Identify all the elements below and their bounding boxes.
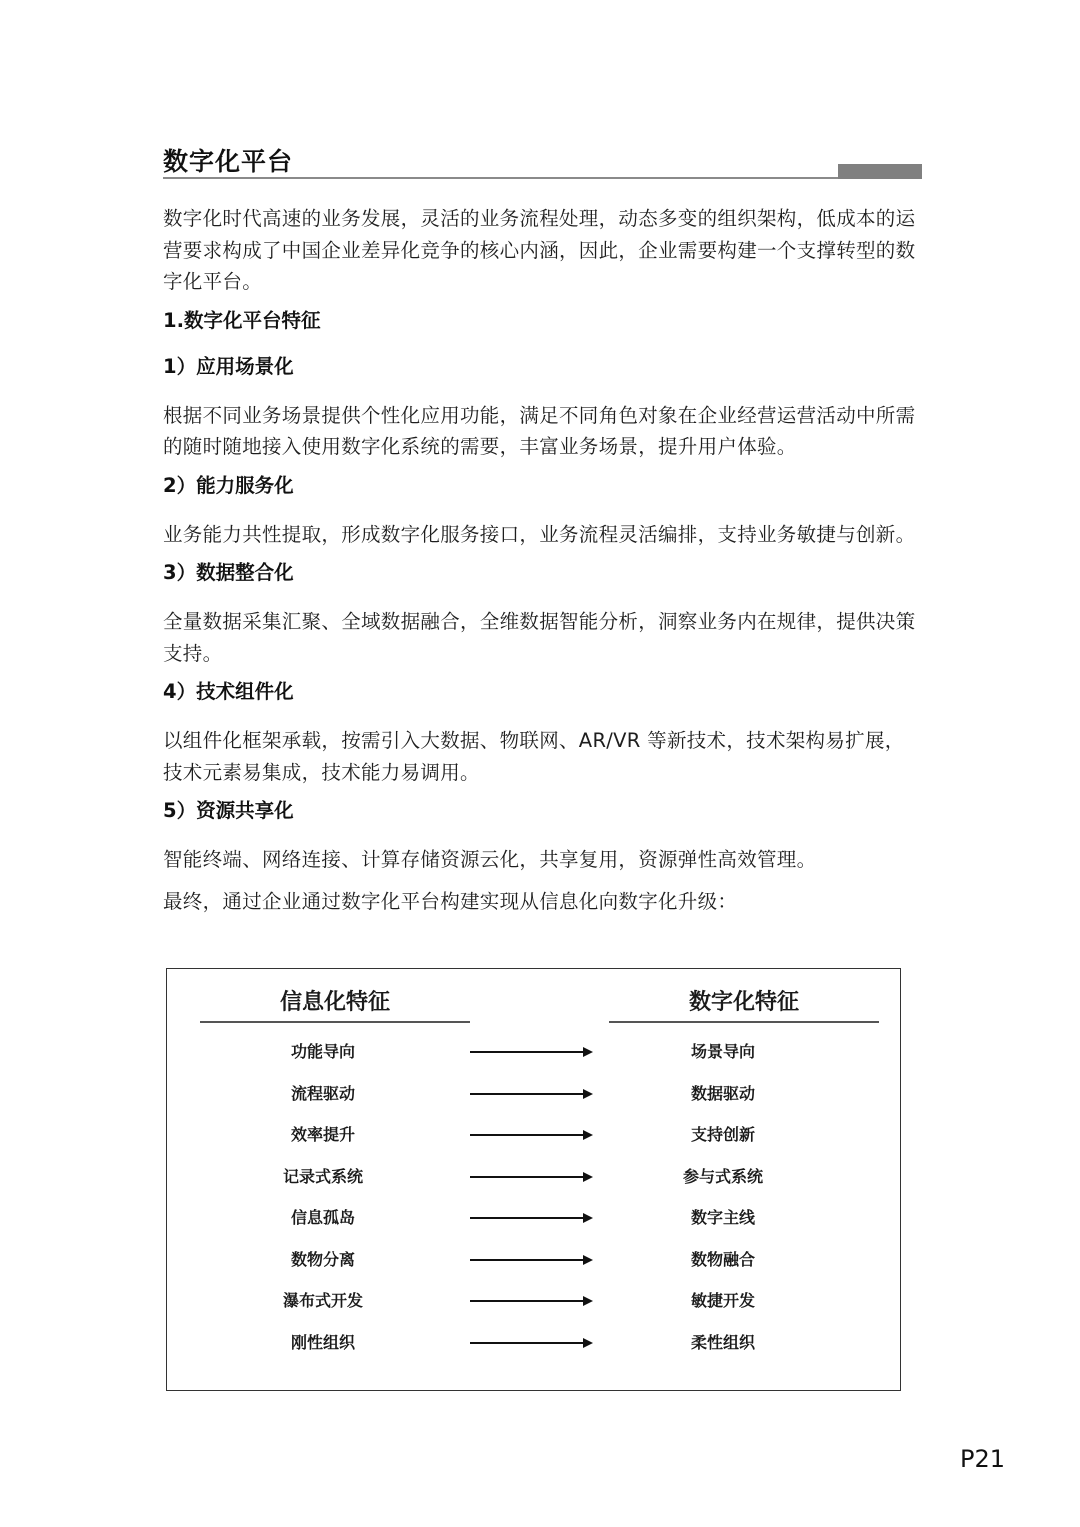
page-number: P21 <box>960 1445 1006 1473</box>
title-accent-block <box>838 164 922 179</box>
from-label: 记录式系统 <box>282 1167 363 1186</box>
comparison-row <box>167 1037 900 1067</box>
arrow-right-icon <box>470 1300 584 1302</box>
feature-heading-2: 2）能力服务化 <box>163 473 294 497</box>
comparison-row <box>167 1286 900 1316</box>
feature-heading-4: 4）技术组件化 <box>163 680 294 703</box>
arrow-right-icon <box>470 1342 584 1344</box>
section-heading: 1.数字化平台特征 <box>163 308 321 332</box>
comparison-row <box>167 1079 900 1109</box>
arrow-right-icon <box>470 1217 584 1219</box>
to-label: 数字主线 <box>690 1208 755 1227</box>
from-label: 瀑布式开发 <box>282 1291 363 1310</box>
feature-text-1: 根据不同业务场景提供个性化应用功能，满足不同角色对象在企业经营运营活动中所需的随时随地接入使用数字化系统的需要，丰富业务场景，提升用户体验。 <box>163 403 916 458</box>
from-label: 功能导向 <box>290 1042 355 1061</box>
comparison-row <box>167 1120 900 1150</box>
from-label: 数物分离 <box>290 1250 355 1269</box>
page-title: 数字化平台 <box>163 147 294 176</box>
to-label: 数据驱动 <box>690 1084 755 1103</box>
arrow-right-icon <box>470 1134 584 1136</box>
from-label: 流程驱动 <box>290 1084 355 1103</box>
left-header-underline <box>200 1021 470 1023</box>
from-label: 效率提升 <box>290 1125 355 1144</box>
body-content <box>163 203 923 927</box>
feature-text-3: 全量数据采集汇聚、全域数据融合，全维数据智能分析，洞察业务内在规律，提供决策支持。 <box>163 610 916 665</box>
to-label: 敏捷开发 <box>690 1291 755 1310</box>
arrow-right-icon <box>470 1051 584 1053</box>
comparison-row <box>167 1328 900 1358</box>
feature-text-5: 智能终端、网络连接、计算存储资源云化，共享复用，资源弹性高效管理。 <box>163 848 817 871</box>
from-label: 刚性组织 <box>290 1333 355 1352</box>
comparison-diagram <box>166 968 901 1391</box>
to-label: 参与式系统 <box>682 1167 763 1186</box>
to-label: 支持创新 <box>690 1125 755 1144</box>
feature-heading-3: 3）数据整合化 <box>163 561 294 584</box>
to-label: 柔性组织 <box>690 1333 755 1352</box>
comparison-row <box>167 1162 900 1192</box>
digitalization-header: 数字化特征 <box>688 990 799 1015</box>
arrow-right-icon <box>470 1259 584 1261</box>
from-label: 信息孤岛 <box>290 1208 355 1227</box>
to-label: 数物融合 <box>690 1250 755 1269</box>
arrow-right-icon <box>470 1176 584 1178</box>
feature-text-2: 业务能力共性提取，形成数字化服务接口，业务流程灵活编排，支持业务敏捷与创新。 <box>163 522 916 546</box>
title-underline-divider <box>163 177 839 179</box>
conclusion-paragraph: 最终，通过企业通过数字化平台构建实现从信息化向数字化升级： <box>163 889 738 913</box>
to-label: 场景导向 <box>690 1042 755 1061</box>
comparison-row <box>167 1203 900 1233</box>
comparison-row <box>167 1245 900 1275</box>
feature-heading-5: 5）资源共享化 <box>163 799 294 822</box>
arrow-right-icon <box>470 1093 584 1095</box>
feature-text-4: 以组件化框架承载，按需引入大数据、物联网、AR/VR 等新技术，技术架构易扩展，技术元素易集成，技术能力易调用。 <box>163 729 905 784</box>
intro-paragraph: 数字化时代高速的业务发展，灵活的业务流程处理，动态多变的组织架构，低成本的运营要求构成了中国企业差异化竞争的核心内涵，因此，企业需要构建一个支撑转型的数字化平台。 <box>163 207 916 293</box>
informatization-header: 信息化特征 <box>279 990 390 1015</box>
feature-heading-1: 1）应用场景化 <box>163 354 294 378</box>
right-header-underline <box>609 1021 879 1023</box>
